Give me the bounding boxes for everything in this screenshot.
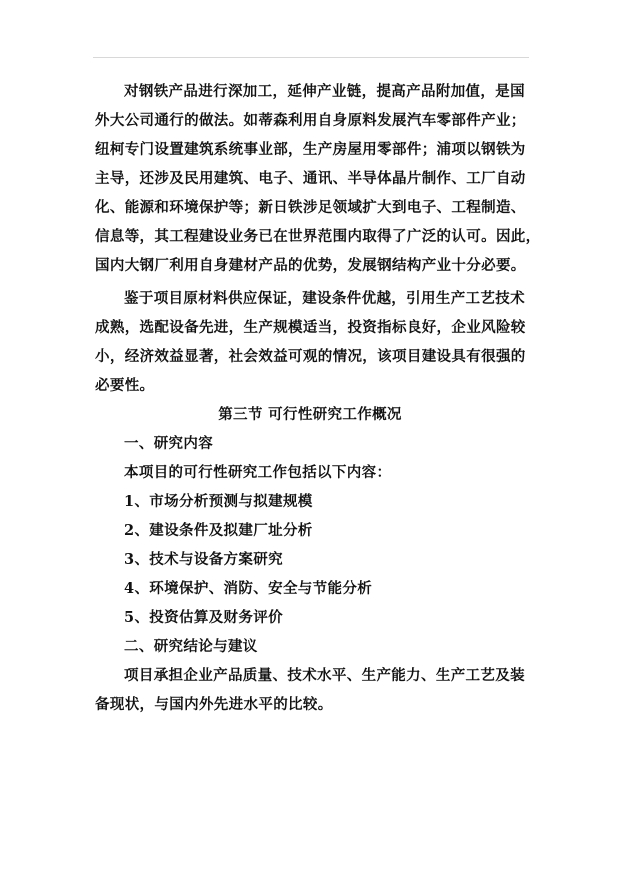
list-item: 4、环境保护、消防、安全与节能分析	[124, 580, 373, 597]
section-title: 第三节 可行性研究工作概况	[218, 406, 402, 423]
paragraph-line: 信息等，其工程建设业务已在世界范围内取得了广泛的认可。因此，	[95, 228, 541, 245]
paragraph-line: 国内大钢厂利用自身建材产品的优势，发展钢结构产业十分必要。	[95, 257, 526, 274]
paragraph-line: 必要性。	[95, 377, 155, 394]
paragraph-line: 对钢铁产品进行深加工，延伸产业链，提高产品附加值，是国	[124, 83, 525, 100]
paragraph-line: 纽柯专门设置建筑系统事业部，生产房屋用零部件；浦项以钢铁为	[95, 141, 526, 158]
paragraph-project-necessity	[95, 284, 525, 400]
paragraph-line: 化、能源和环境保护等；新日铁涉足领域扩大到电子、工程制造、	[95, 199, 526, 216]
paragraph-line: 小，经济效益显著，社会效益可观的情况，该项目建设具有很强的	[95, 348, 526, 365]
research-intro: 本项目的可行性研究工作包括以下内容：	[124, 464, 392, 481]
paragraph-conclusions	[95, 661, 525, 719]
paragraph-line: 项目承担企业产品质量、技术水平、生产能力、生产工艺及装	[124, 667, 525, 684]
paragraph-steel-deep-processing	[95, 77, 541, 280]
subheading-conclusions: 二、研究结论与建议	[124, 638, 258, 655]
paragraph-line: 成熟，选配设备先进，生产规模适当，投资指标良好，企业风险较	[95, 319, 526, 336]
list-item: 2、建设条件及拟建厂址分析	[124, 522, 313, 539]
paragraph-line: 鉴于项目原材料供应保证，建设条件优越，引用生产工艺技术	[124, 290, 525, 307]
list-item: 3、技术与设备方案研究	[124, 551, 283, 568]
list-item: 5、投资估算及财务评价	[124, 609, 283, 626]
document-body	[95, 77, 541, 719]
paragraph-line: 主导，还涉及民用建筑、电子、通讯、半导体晶片制作、工厂自动	[95, 170, 526, 187]
subheading-research-content: 一、研究内容	[124, 435, 214, 452]
paragraph-line: 备现状，与国内外先进水平的比较。	[95, 696, 333, 713]
paragraph-line: 外大公司通行的做法。如蒂森利用自身原料发展汽车零部件产业；	[95, 112, 526, 129]
header-rule	[93, 57, 529, 58]
list-item: 1、市场分析预测与拟建规模	[124, 493, 313, 510]
research-content-list	[95, 487, 525, 632]
